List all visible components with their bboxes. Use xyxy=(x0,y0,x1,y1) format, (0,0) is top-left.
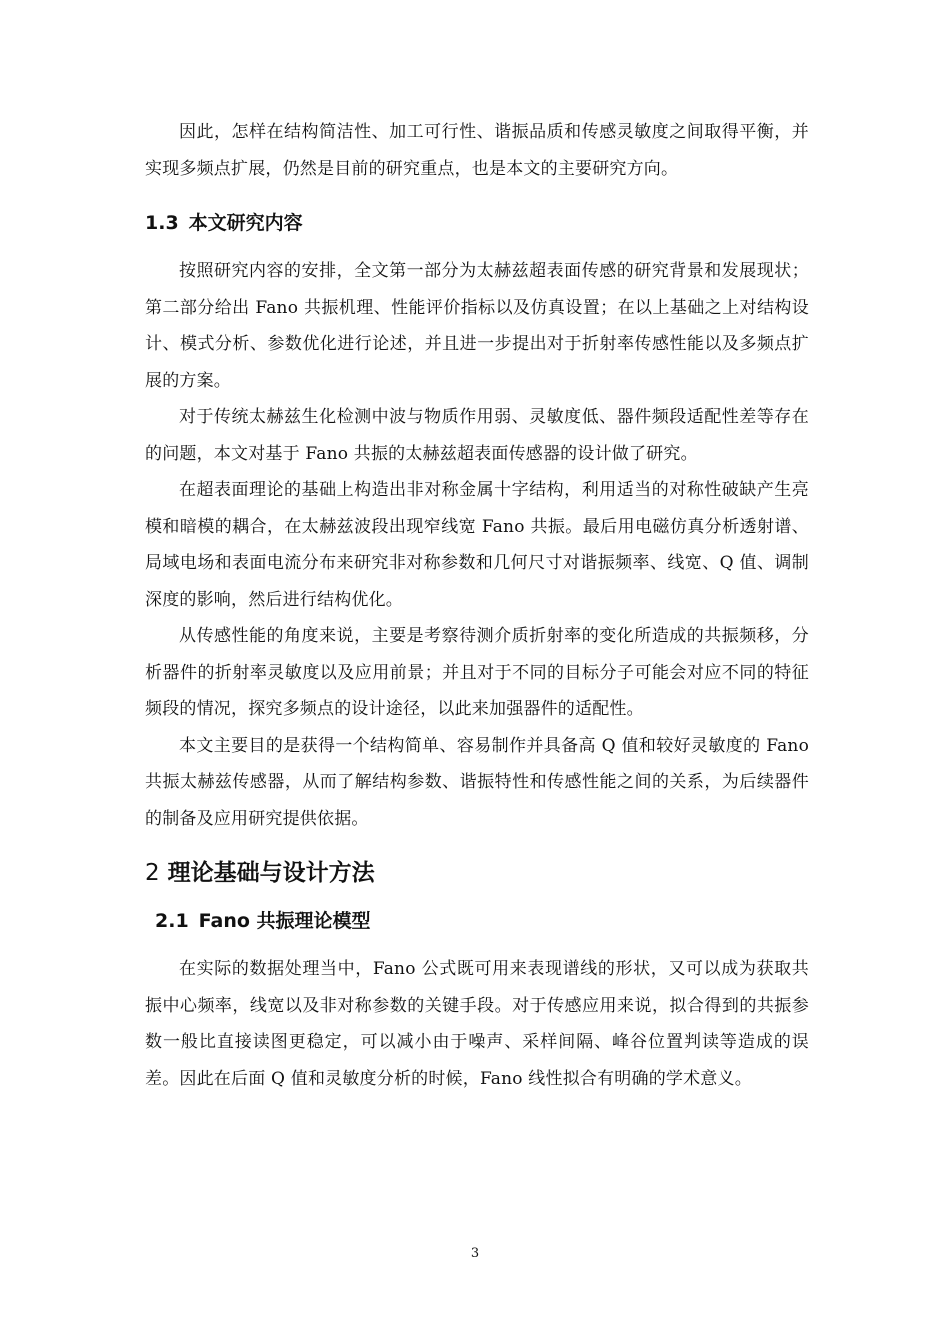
body-paragraph: 在超表面理论的基础上构造出非对称金属十字结构，利用适当的对称性破缺产生亮模和暗模的耦合，在太赫兹波段出现窄线宽 Fano 共振。最后用电磁仿真分析透射谱、局域电场和表面电流分布来研究非对称参数和几何尺寸对谐振频率、线宽、Q 值、调制深度的影响，然后进行结构优化。 xyxy=(145,480,809,610)
chapter-heading-2 xyxy=(145,856,809,890)
chapter-title: 理论基础与设计方法 xyxy=(167,860,375,886)
body-paragraph: 本文主要目的是获得一个结构简单、容易制作并具备高 Q 值和较好灵敏度的 Fano 共振太赫兹传感器，从而了解结构参数、谐振特性和传感性能之间的关系，为后续器件的制备及应用研究提供依据。 xyxy=(145,735,809,829)
body-paragraph: 按照研究内容的安排，全文第一部分为太赫兹超表面传感的研究背景和发展现状；第二部分给出 Fano 共振机理、性能评价指标以及仿真设置；在以上基础之上对结构设计、模式分析、参数优化进行论述，并且进一步提出对于折射率传感性能以及多频点扩展的方案。 xyxy=(145,261,809,391)
chapter-number: 2 xyxy=(145,860,160,886)
section-number: 2.1 xyxy=(155,910,189,932)
section-heading-1-3 xyxy=(145,208,809,238)
page-body xyxy=(145,114,809,1097)
section-title: Fano 共振理论模型 xyxy=(198,910,371,932)
body-paragraph: 在实际的数据处理当中，Fano 公式既可用来表现谱线的形状，又可以成为获取共振中心频率，线宽以及非对称参数的关键手段。对于传感应用来说，拟合得到的共振参数一般比直接读图更稳定，可以减小由于噪声、采样间隔、峰谷位置判读等造成的误差。因此在后面 Q 值和灵敏度分析的时候，Fano 线性拟合有明确的学术意义。 xyxy=(145,959,809,1089)
section-number: 1.3 xyxy=(145,212,179,234)
body-paragraph: 对于传统太赫兹生化检测中波与物质作用弱、灵敏度低、器件频段适配性差等存在的问题，本文对基于 Fano 共振的太赫兹超表面传感器的设计做了研究。 xyxy=(145,407,809,464)
page-number: 3 xyxy=(470,1246,480,1261)
body-paragraph: 从传感性能的角度来说，主要是考察待测介质折射率的变化所造成的共振频移，分析器件的折射率灵敏度以及应用前景；并且对于不同的目标分子可能会对应不同的特征频段的情况，探究多频点的设计途径，以此来加强器件的适配性。 xyxy=(145,626,809,719)
intro-paragraph: 因此，怎样在结构简洁性、加工可行性、谐振品质和传感灵敏度之间取得平衡，并实现多频点扩展，仍然是目前的研究重点，也是本文的主要研究方向。 xyxy=(145,122,809,179)
section-title: 本文研究内容 xyxy=(188,212,303,234)
section-heading-2-1 xyxy=(145,906,809,936)
